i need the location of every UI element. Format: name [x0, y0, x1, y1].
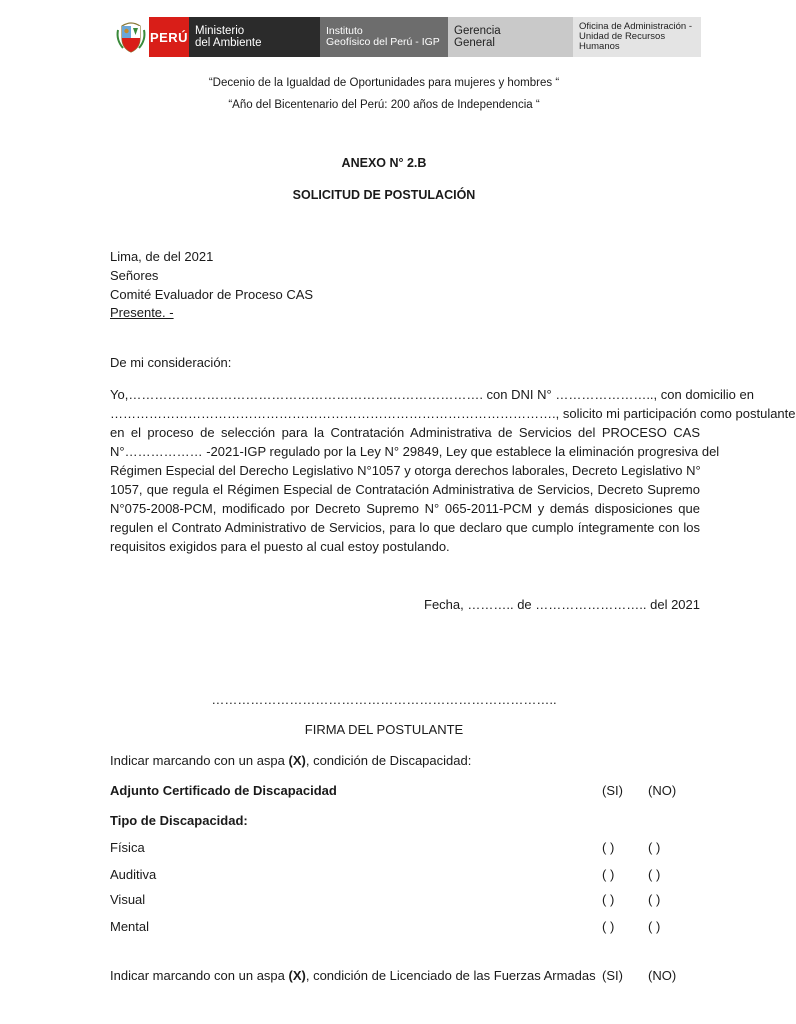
management-label: Gerencia General — [448, 17, 573, 57]
type-mental: Mental — [110, 919, 150, 934]
armed-forces-instruction: Indicar marcando con un aspa (X), condición de Licenciado de las Fuerzas Armadas — [110, 968, 596, 983]
place-date: Lima, de del 2021 — [110, 249, 214, 264]
certificate-yes: (SI) — [602, 783, 623, 798]
date-line: Fecha, ……….. de …………………….. del 2021 — [424, 597, 700, 612]
paragraph-line: 1057, que regula el Régimen Especial de Contratación Administrativa de Servicios, Decreto Supremo — [110, 482, 700, 497]
paragraph-line: …………………………………………………………………………………………., solicito mi participación como postulante — [110, 406, 796, 421]
paragraph-line: regulen el Contrato Administrativo de Servicios, para lo que declaro que cumplo íntegramente con los — [110, 520, 700, 535]
motto-decade: “Decenio de la Igualdad de Oportunidades para mujeres y hombres “ — [208, 77, 560, 89]
institution-banner — [113, 17, 701, 57]
paragraph-line: en el proceso de selección para la Contratación Administrativa de Servicios del PROCESO CAS — [110, 425, 700, 440]
greeting: De mi consideración: — [110, 355, 232, 370]
form-title: SOLICITUD DE POSTULACIÓN — [292, 188, 476, 202]
armed-forces-no: (NO) — [648, 968, 677, 983]
paragraph-line: Régimen Especial del Derecho Legislativo N°1057 y otorga derechos laborales, Decreto Legislativo N° — [110, 463, 701, 478]
committee-name: Comité Evaluador de Proceso CAS — [110, 287, 314, 302]
type-visual: Visual — [110, 892, 146, 907]
present-label: Presente. - — [110, 305, 174, 320]
peru-logo: PERÚ — [149, 17, 189, 57]
application-paragraph — [110, 385, 796, 556]
paragraph-line: N°075-2008-PCM, modificado por Decreto Supremo N° 065-2011-PCM y demás disposiciones que — [110, 501, 700, 516]
type-visual-no-box: ( ) — [648, 892, 661, 907]
type-auditory-no-box: ( ) — [648, 867, 661, 882]
coat-of-arms-icon — [113, 17, 149, 57]
type-mental-no-box: ( ) — [648, 919, 661, 934]
disability-instruction: Indicar marcando con un aspa (X), condición de Discapacidad: — [110, 753, 472, 768]
paragraph-line: Yo,………………………………………………………………………. con DNI N° ………………….., con domicilio en — [110, 387, 754, 402]
annex-title: ANEXO N° 2.B — [341, 156, 427, 170]
institute-label: Instituto Geofísico del Perú - IGP — [320, 17, 448, 57]
type-physical-no-box: ( ) — [648, 840, 661, 855]
paragraph-line: N°……………… -2021-IGP regulado por la Ley N° 29849, Ley que establece la eliminación progresiva del — [110, 444, 720, 459]
salutation: Señores — [110, 268, 159, 283]
certificate-label: Adjunto Certificado de Discapacidad — [110, 783, 337, 798]
signature-line: …………………………………………………………………….. — [211, 692, 557, 707]
ministry-label: Ministerio del Ambiente — [189, 17, 320, 57]
type-physical: Física — [110, 840, 145, 855]
disability-type-label: Tipo de Discapacidad: — [110, 813, 248, 828]
motto-bicentennial: “Año del Bicentenario del Perú: 200 años de Independencia “ — [228, 99, 540, 111]
signature-label: FIRMA DEL POSTULANTE — [304, 722, 464, 737]
type-physical-yes-box: ( ) — [602, 840, 615, 855]
armed-forces-yes: (SI) — [602, 968, 623, 983]
office-label: Oficina de Administración - Unidad de Recursos Humanos — [573, 17, 701, 57]
type-auditory: Auditiva — [110, 867, 157, 882]
type-visual-yes-box: ( ) — [602, 892, 615, 907]
certificate-no: (NO) — [648, 783, 677, 798]
type-mental-yes-box: ( ) — [602, 919, 615, 934]
type-auditory-yes-box: ( ) — [602, 867, 615, 882]
paragraph-line: requisitos exigidos para el puesto al cual estoy postulando. — [110, 539, 450, 554]
